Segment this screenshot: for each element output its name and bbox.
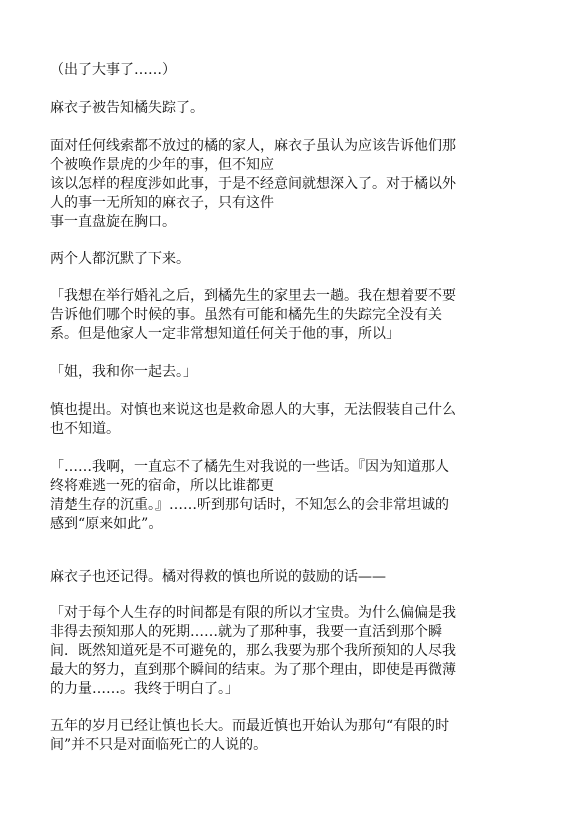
text-line: 终将难逃一死的宿命，所以比谁都更 <box>50 478 274 494</box>
text-line: 该以怎样的程度涉如此事，于是不经意间就想深入了。对于橘以外 <box>50 176 456 192</box>
text-line: 告诉他们哪个时候的事。虽然有可能和橘先生的失踪完全没有关 <box>50 307 442 323</box>
text-line: 「对于每个人生存的时间都是有限的所以才宝贵。为什么偏偏是我 <box>50 605 456 621</box>
paragraph-8 <box>50 458 560 534</box>
text-line: 麻衣子被告知橘失踪了。 <box>50 100 204 116</box>
paragraph-7 <box>50 401 560 439</box>
text-line: 「……我啊，一直忘不了橘先生对我说的一些话。『因为知道那人 <box>50 459 449 475</box>
paragraph-11 <box>50 717 560 755</box>
text-line: 的力量……。我终于明白了。」 <box>50 681 239 697</box>
paragraph-3 <box>50 137 560 232</box>
paragraph-4 <box>50 250 560 269</box>
text-line: 最大的努力，直到那个瞬间的结束。为了那个理由，即使是再微薄 <box>50 662 456 678</box>
text-line: 「姐，我和你一起去。」 <box>50 364 197 380</box>
text-line: 两个人都沉默了下来。 <box>50 251 190 267</box>
text-line: （出了大事了……） <box>50 62 176 78</box>
text-line: 间”并不只是对面临死亡的人说的。 <box>50 737 268 753</box>
paragraph-9 <box>50 568 560 587</box>
paragraph-10 <box>50 604 560 699</box>
text-line: 麻衣子也还记得。橘对得救的慎也所说的鼓励的话—— <box>50 569 386 585</box>
paragraph-5 <box>50 287 560 344</box>
text-line: 间．既然知道死是不可避免的，那么我要为那个我所预知的人尽我 <box>50 643 456 659</box>
text-line: 五年的岁月已经让慎也长大。而最近慎也开始认为那句“有限的时 <box>50 718 450 734</box>
text-line: 个被唤作景虎的少年的事，但不知应 <box>50 157 274 173</box>
paragraph-6 <box>50 363 560 382</box>
text-line: 「我想在举行婚礼之后，到橘先生的家里去一趟。我在想着要不要 <box>50 288 456 304</box>
text-line: 面对任何线索都不放过的橘的家人，麻衣子虽认为应该告诉他们那 <box>50 138 456 154</box>
text-line: 系。但是他家人一定非常想知道任何关于他的事，所以」 <box>50 326 400 342</box>
text-line: 也不知道。 <box>50 421 120 437</box>
text-line: 人的事一无所知的麻衣子，只有这件 <box>50 195 274 211</box>
paragraph-2 <box>50 99 560 118</box>
text-line: 事一直盘旋在胸口。 <box>50 214 176 230</box>
text-line: 非得去预知那人的死期……就为了那种事，我要一直活到那个瞬 <box>50 624 442 640</box>
text-line: 感到“原来如此”。 <box>50 516 163 532</box>
text-line: 慎也提出。对慎也来说这也是救命恩人的大事，无法假装自己什么 <box>50 402 456 418</box>
text-line: 清楚生存的沉重。』……听到那句话时，不知怎么的会非常坦诚的 <box>50 497 449 513</box>
paragraph-1 <box>50 61 560 80</box>
